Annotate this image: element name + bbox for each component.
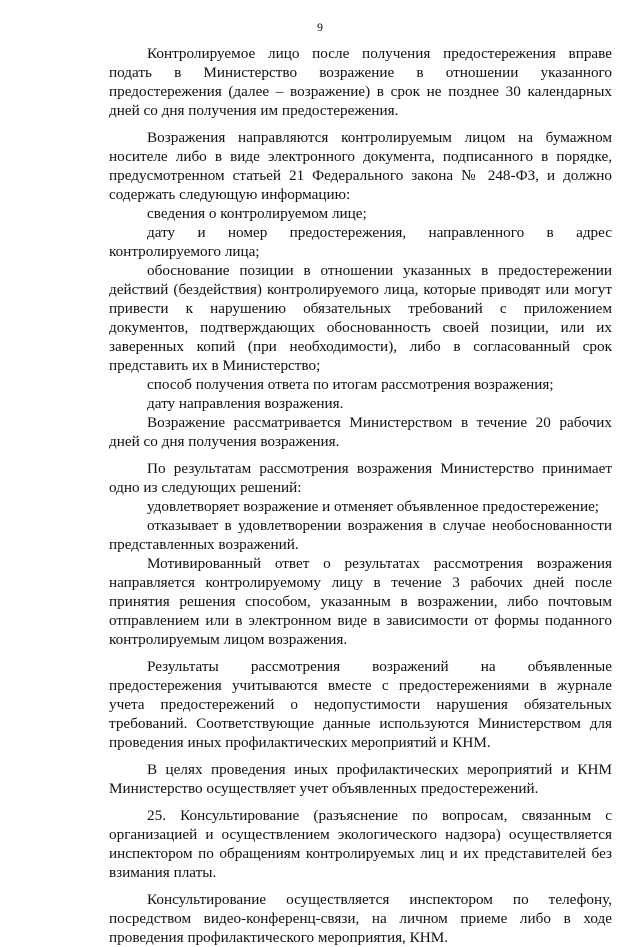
paragraph: По результатам рассмотрения возражения Министерство принимает одно из следующих решений:: [109, 460, 612, 496]
paragraph: Контролируемое лицо после получения предостережения вправе подать в Министерство возражение в отношении указанного предостережения (далее – возражение) в срок не позднее 30 календарных дней со дня получения им предостережения.: [109, 45, 612, 119]
list-item: отказывает в удовлетворении возражения в случае необоснованности представленных возражений.: [109, 517, 612, 553]
list-item: дату и номер предостережения, направленного в адрес контролируемого лица;: [109, 224, 612, 260]
paragraph: В целях проведения иных профилактических мероприятий и КНМ Министерство осуществляет учет объявленных предостережений.: [109, 761, 612, 797]
list-item: обоснование позиции в отношении указанных в предостережении действий (бездействия) контролируемого лица, которые приводят или могут привести к нарушению обязательных требований с приложением документов, подтверждающих обоснованность своей позиции, или их заверенных копий (при необходимости), либо в согласованный срок представить их в Министерство;: [109, 262, 612, 374]
list-item: сведения о контролируемом лице;: [147, 205, 367, 222]
list-item: удовлетворяет возражение и отменяет объявленное предостережение;: [147, 498, 600, 515]
paragraph: Консультирование осуществляется инспектором по телефону, посредством видео-конференц-связи, на личном приеме либо в ходе проведения профилактического мероприятия, КНМ.: [109, 891, 612, 946]
paragraph: Мотивированный ответ о результатах рассмотрения возражения направляется контролируемому лицу в течение 3 рабочих дней после принятия решения способом, указанным в возражении, либо почтовым отправлением или в электронном виде в зависимости от формы поданного контролируемым лицом возражения.: [109, 555, 612, 648]
page-number: 9: [317, 20, 323, 34]
paragraph: 25. Консультирование (разъяснение по вопросам, связанным с организацией и осуществлением экологического надзора) осуществляется инспектором по обращениям контролируемых лиц и их представителей без взимания платы.: [109, 807, 612, 881]
list-item: дату направления возражения.: [147, 395, 344, 412]
paragraph: Результаты рассмотрения возражений на объявленные предостережения учитываются вместе с предостережениями в журнале учета предостережений о недопустимости нарушения обязательных требований. Соответствующие данные используются Министерством для проведения иных профилактических мероприятий и КНМ.: [109, 658, 612, 751]
paragraph: Возражения направляются контролируемым лицом на бумажном носителе либо в виде электронного документа, подписанного в порядке, предусмотренном статьей 21 Федерального закона № 248-ФЗ, и должно содержать следующую информацию:: [109, 129, 612, 203]
list-item: способ получения ответа по итогам рассмотрения возражения;: [147, 376, 554, 393]
document-body: [109, 0, 612, 947]
paragraph: Возражение рассматривается Министерством в течение 20 рабочих дней со дня получения возражения.: [109, 414, 612, 450]
